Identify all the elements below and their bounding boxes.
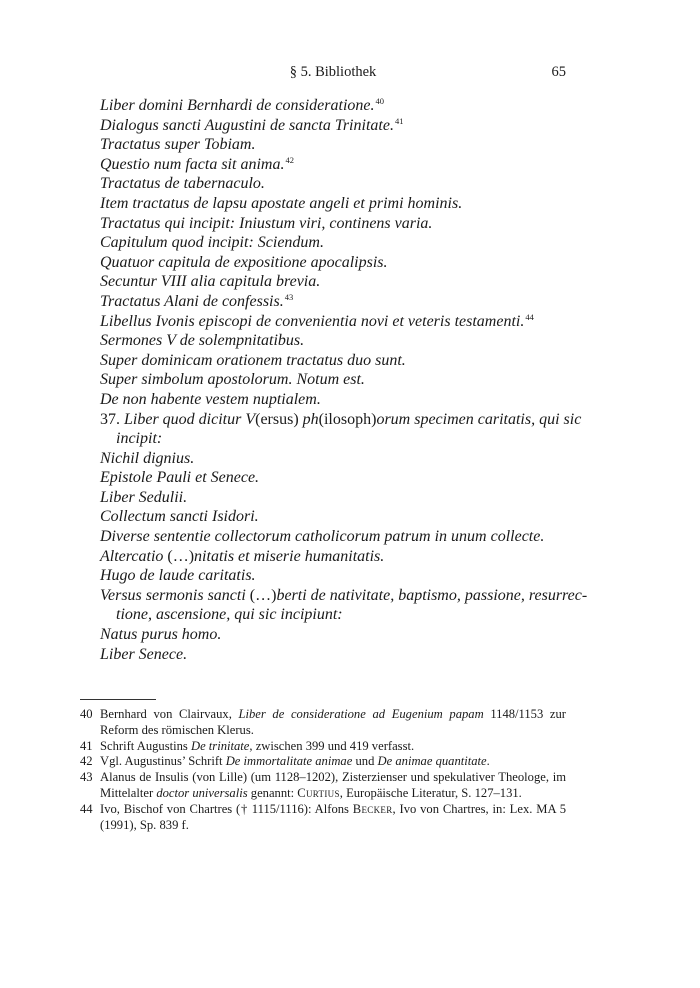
list-item: Liber Senece. <box>100 645 188 663</box>
footnote-number: 41 <box>80 738 93 753</box>
list-item: Liber Sedulii. <box>100 488 188 506</box>
footnote-number: 43 <box>80 770 93 785</box>
list-item <box>100 586 588 606</box>
text-run: Schrift Augustins <box>100 738 191 753</box>
text-run: Bernhard von Clairvaux, <box>100 707 239 721</box>
footnote-ref[interactable]: 41 <box>394 115 404 126</box>
list-item: Collectum sancti Isidori. <box>100 508 259 526</box>
epithet: doctor universalis <box>156 785 248 800</box>
list-item: Tractatus qui incipit: Iniustum viri, continens varia. <box>100 214 433 232</box>
list-item: Item tractatus de lapsu apostate angeli et primi hominis. <box>100 194 463 212</box>
list-item: Sermones V de solempnitatibus. <box>100 332 305 350</box>
item-text: Altercatio <box>100 547 168 565</box>
footnote-text <box>100 739 566 755</box>
author-name: Curtius <box>297 785 340 800</box>
list-item: Hugo de laude caritatis. <box>100 567 256 585</box>
catalogue-list <box>100 96 588 664</box>
footnote <box>80 739 566 755</box>
text-run: Ivo, Bischof von Chartres († 1115/1116): Alfons <box>100 801 353 816</box>
item-text: nitatis et miserie humanitatis. <box>194 547 385 565</box>
list-item: Epistole Pauli et Senece. <box>100 469 260 487</box>
item-text: Liber quod dicitur V <box>124 410 256 428</box>
list-item: Diverse sententie collectorum catholicorum patrum in unum collecte. <box>100 528 545 546</box>
text-run: , Europäische Literatur, S. 127–131. <box>339 785 522 800</box>
footnote-separator <box>80 699 156 700</box>
list-item-continuation: incipit: <box>116 430 163 448</box>
list-item: Capitulum quod incipit: Sciendum. <box>100 234 324 252</box>
editorial-expansion: (ersus) <box>255 410 303 428</box>
item-text: Questio num facta sit anima. <box>100 155 285 173</box>
list-item: Super dominicam orationem tractatus duo sunt. <box>100 351 406 369</box>
list-item: Nichil dignius. <box>100 449 195 467</box>
footnote-ref[interactable]: 43 <box>284 291 294 302</box>
item-text: orum specimen caritatis, qui sic <box>376 410 582 428</box>
footnote-text <box>100 802 566 834</box>
item-text: Dialogus sancti Augustini de sancta Trinitate. <box>100 116 394 134</box>
work-title: De trinitate <box>190 738 250 753</box>
footnotes <box>80 707 566 833</box>
list-item <box>100 547 566 567</box>
item-text: berti de nativitate, baptismo, passione, resurrec- <box>276 586 588 604</box>
work-title: Liber de consideratione ad Eugenium papam <box>238 707 484 721</box>
list-item: Natus purus homo. <box>100 626 222 644</box>
list-item <box>100 155 566 175</box>
page-number: 65 <box>551 64 566 80</box>
item-text: Versus sermonis sancti <box>100 586 250 604</box>
list-item-continuation: tione, ascensione, qui sic incipiunt: <box>116 606 343 624</box>
list-item: Quatuor capitula de expositione apocalipsis. <box>100 253 388 271</box>
list-item-numbered <box>100 410 582 430</box>
item-text: Liber domini Bernhardi de consideratione. <box>100 97 375 114</box>
author-name: Becker <box>352 801 393 816</box>
footnote-ref[interactable]: 40 <box>375 96 384 106</box>
page-header <box>100 64 566 84</box>
text-run: . <box>486 754 490 769</box>
list-item <box>100 292 566 312</box>
footnote <box>80 802 566 834</box>
text-run: , Ivo von Chartres, in: Lex. MA 5 (1991), Sp. 839 f. <box>100 801 566 832</box>
text-run: genannt: <box>247 785 298 800</box>
running-head: § 5. Bibliothek <box>289 64 377 80</box>
list-item <box>100 96 566 116</box>
list-item: Secuntur VIII alia capitula brevia. <box>100 273 321 291</box>
footnote-number: 42 <box>80 754 93 769</box>
editorial-expansion: (ilosoph) <box>318 410 377 428</box>
footnote-number: 40 <box>80 707 93 721</box>
editorial-lacuna: (…) <box>249 586 277 604</box>
text-run: , zwischen 399 und 419 verfasst. <box>249 738 415 753</box>
list-item: Tractatus de tabernaculo. <box>100 175 265 193</box>
list-item: Tractatus super Tobiam. <box>100 136 256 154</box>
work-title: De animae quantitate <box>377 754 487 769</box>
item-number: 37. <box>100 410 124 428</box>
footnote-ref[interactable]: 42 <box>285 154 294 165</box>
list-item <box>100 116 566 136</box>
list-item <box>100 312 566 332</box>
footnote <box>80 707 566 739</box>
footnote-ref[interactable]: 44 <box>525 311 534 322</box>
text-run: und <box>352 754 378 769</box>
item-text: Libellus Ivonis episcopi de convenientia novi et veteris testamenti. <box>100 312 525 330</box>
list-item: De non habente vestem nuptialem. <box>100 390 321 408</box>
text-run: Alanus de Insulis (von Lille) (um 1128–1202), Zisterzienser und spekulativer Theologe, im Mittelalter <box>100 770 566 800</box>
footnote-text <box>100 770 566 802</box>
footnote-text <box>100 754 566 770</box>
item-text: ph <box>302 410 319 428</box>
footnote-text <box>100 707 566 739</box>
editorial-lacuna: (…) <box>167 547 195 565</box>
footnote <box>80 770 566 802</box>
item-text: Tractatus Alani de confessis. <box>100 292 284 310</box>
footnote <box>80 754 566 770</box>
work-title: De immortalitate animae <box>225 754 353 769</box>
text-run: 1148/1153 zur Reform des römischen Klerus. <box>100 707 566 737</box>
list-item: Super simbolum apostolorum. Notum est. <box>100 371 365 389</box>
footnote-number: 44 <box>80 801 93 816</box>
text-run: Vgl. Augustinus’ Schrift <box>100 754 226 769</box>
